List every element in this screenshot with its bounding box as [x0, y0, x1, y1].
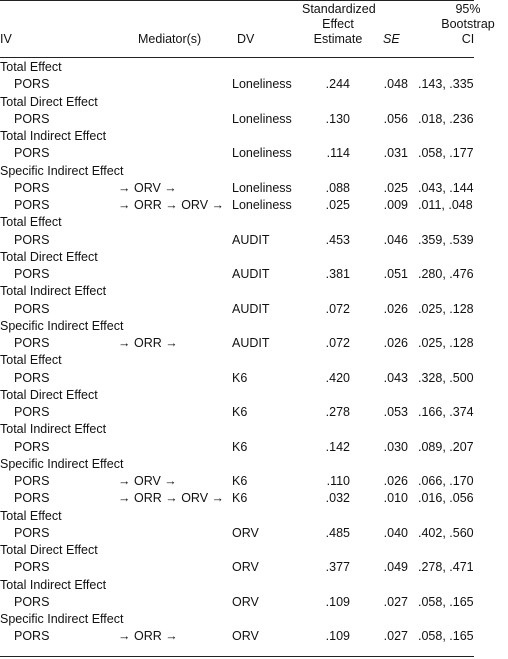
dv-cell: Loneliness — [232, 77, 292, 92]
iv-cell: PORS — [14, 232, 50, 247]
ci-cell: .402, .560 — [418, 525, 474, 540]
se-cell: .027 — [383, 594, 408, 609]
header-mediators: Mediator(s) — [138, 32, 202, 46]
ci-cell: .143, .335 — [418, 77, 474, 92]
table-top-rule — [0, 0, 474, 1]
estimate-cell: .110 — [326, 474, 350, 488]
table-row — [0, 76, 474, 93]
header-se: SE — [383, 32, 400, 46]
table-row — [0, 111, 474, 128]
se-cell: .026 — [383, 474, 408, 488]
effect-type-label: Total Direct Effect — [0, 249, 98, 264]
effect-section-label-row — [0, 456, 474, 473]
table-row — [0, 525, 474, 542]
effect-type-label: Total Effect — [0, 508, 62, 523]
dv-cell: Loneliness — [232, 180, 292, 195]
effect-type-label: Total Effect — [0, 215, 62, 230]
dv-cell: AUDIT — [232, 267, 270, 281]
iv-cell: PORS — [14, 77, 50, 92]
iv-cell: PORS — [14, 629, 50, 644]
effect-section-label-row — [0, 283, 474, 300]
se-cell: .031 — [383, 146, 408, 161]
table-row — [0, 197, 474, 214]
iv-cell: PORS — [14, 474, 50, 488]
table-row — [0, 473, 474, 490]
effect-type-label: Total Direct Effect — [0, 94, 98, 109]
effect-section-label-row — [0, 128, 474, 145]
estimate-cell: .032 — [325, 491, 350, 506]
effect-type-label: Total Effect — [0, 60, 62, 74]
dv-cell: Loneliness — [232, 198, 292, 212]
ci-cell: .011, .048 — [418, 198, 473, 212]
table-row — [0, 180, 474, 197]
dv-cell: AUDIT — [232, 301, 270, 316]
ci-cell: .025, .128 — [418, 301, 474, 316]
estimate-cell: .130 — [325, 111, 350, 126]
ci-cell: .066, .170 — [418, 474, 474, 488]
estimate-cell: .109 — [325, 629, 350, 644]
header-ci — [428, 2, 508, 47]
ci-cell: .089, .207 — [418, 439, 474, 454]
se-cell: .025 — [383, 180, 408, 195]
effect-type-label: Total Indirect Effect — [0, 129, 107, 143]
dv-cell: ORV — [232, 525, 259, 540]
table-row — [0, 335, 474, 352]
table-row — [0, 628, 474, 645]
se-cell: .046 — [383, 232, 408, 247]
ci-cell: .359, .539 — [418, 232, 474, 247]
effect-section-label-row — [0, 542, 474, 559]
effect-type-label: Total Effect — [0, 353, 62, 368]
dv-cell: K6 — [232, 370, 248, 385]
effect-section-label-row — [0, 318, 474, 335]
ci-cell: .058, .165 — [418, 594, 474, 609]
effect-type-label: Total Indirect Effect — [0, 422, 107, 437]
table-row — [0, 370, 474, 387]
ci-cell: .278, .471 — [418, 560, 474, 575]
dv-cell: AUDIT — [232, 232, 270, 247]
iv-cell: PORS — [14, 146, 50, 161]
effect-type-label: Specific Indirect Effect — [0, 163, 124, 178]
dv-cell: K6 — [232, 491, 248, 506]
se-cell: .027 — [383, 629, 408, 644]
estimate-cell: .072 — [325, 336, 350, 350]
estimate-cell: .244 — [325, 77, 350, 92]
iv-cell: PORS — [14, 439, 50, 454]
effect-section-label-row — [0, 508, 474, 525]
se-cell: .051 — [383, 267, 408, 281]
ci-cell: .280, .476 — [418, 267, 474, 281]
ci-cell: .328, .500 — [418, 370, 474, 385]
effect-section-label-row — [0, 611, 474, 628]
estimate-cell: .381 — [325, 267, 350, 281]
effect-section-label-row — [0, 421, 474, 438]
mediators-cell: → ORR → ORV → — [118, 491, 225, 506]
header-ci-line1: 95% — [455, 2, 481, 16]
ci-cell: .166, .374 — [418, 405, 474, 419]
dv-cell: K6 — [232, 439, 248, 454]
effect-section-label-row — [0, 577, 474, 594]
effect-type-label: Total Indirect Effect — [0, 284, 107, 299]
table-row — [0, 232, 474, 249]
dv-cell: Loneliness — [232, 111, 292, 126]
se-cell: .026 — [383, 336, 408, 350]
se-cell: .043 — [383, 370, 408, 385]
header-rule — [0, 57, 474, 58]
table-row — [0, 490, 474, 507]
header-ci-line3: CI — [461, 32, 475, 46]
iv-cell: PORS — [14, 405, 50, 419]
ci-cell: .025, .128 — [418, 336, 474, 350]
table-row — [0, 594, 474, 611]
se-cell: .026 — [383, 301, 408, 316]
estimate-cell: .453 — [325, 232, 350, 247]
effect-section-label-row — [0, 59, 474, 76]
effect-type-label: Specific Indirect Effect — [0, 612, 124, 626]
se-cell: .040 — [383, 525, 408, 540]
se-cell: .053 — [383, 405, 408, 419]
iv-cell: PORS — [14, 525, 50, 540]
se-cell: .030 — [383, 439, 408, 454]
effect-section-label-row — [0, 214, 474, 231]
mediators-cell: → ORR → — [118, 336, 178, 350]
header-estimate-line3: Estimate — [313, 32, 363, 46]
effect-section-label-row — [0, 249, 474, 266]
estimate-cell: .278 — [325, 405, 350, 419]
effect-type-label: Total Indirect Effect — [0, 577, 107, 592]
se-cell: .048 — [383, 77, 408, 92]
mediators-cell: → ORR → — [118, 629, 178, 644]
header-estimate — [302, 2, 374, 47]
estimate-cell: .072 — [325, 301, 350, 316]
effect-section-label-row — [0, 352, 474, 369]
mediators-cell: → ORR → ORV → — [118, 198, 225, 212]
table-row — [0, 266, 474, 283]
table-row — [0, 404, 474, 421]
estimate-cell: .420 — [325, 370, 350, 385]
dv-cell: ORV — [232, 560, 259, 575]
iv-cell: PORS — [14, 336, 50, 350]
ci-cell: .043, .144 — [418, 180, 474, 195]
effect-section-label-row — [0, 163, 474, 180]
table-body — [0, 59, 474, 646]
iv-cell: PORS — [14, 301, 50, 316]
se-cell: .049 — [383, 560, 408, 575]
table-bottom-rule — [0, 656, 474, 657]
effect-type-label: Total Direct Effect — [0, 543, 98, 557]
dv-cell: ORV — [232, 594, 259, 609]
ci-cell: .058, .165 — [418, 629, 474, 644]
dv-cell: K6 — [232, 405, 248, 419]
ci-cell: .018, .236 — [418, 111, 474, 126]
table-row — [0, 145, 474, 162]
estimate-cell: .377 — [325, 560, 350, 575]
header-estimate-line1: Standardized — [302, 2, 376, 16]
effect-type-label: Total Direct Effect — [0, 387, 98, 402]
effect-section-label-row — [0, 387, 474, 404]
ci-cell: .058, .177 — [418, 146, 474, 161]
header-dv: DV — [237, 32, 255, 46]
effect-type-label: Specific Indirect Effect — [0, 456, 124, 471]
table-row — [0, 301, 474, 318]
dv-cell: K6 — [232, 474, 248, 488]
iv-cell: PORS — [14, 267, 50, 281]
table-row — [0, 559, 474, 576]
estimate-cell: .109 — [325, 594, 350, 609]
estimate-cell: .114 — [326, 146, 350, 161]
se-cell: .010 — [383, 491, 408, 506]
ci-cell: .016, .056 — [418, 491, 474, 506]
dv-cell: ORV — [232, 629, 259, 644]
iv-cell: PORS — [14, 491, 50, 506]
dv-cell: Loneliness — [232, 146, 292, 161]
mediators-cell: → ORV → — [118, 180, 177, 195]
se-cell: .009 — [383, 198, 408, 212]
iv-cell: PORS — [14, 180, 50, 195]
se-cell: .056 — [383, 111, 408, 126]
estimate-cell: .088 — [325, 180, 350, 195]
effect-section-label-row — [0, 94, 474, 111]
estimate-cell: .142 — [325, 439, 350, 454]
estimate-cell: .485 — [325, 525, 350, 540]
iv-cell: PORS — [14, 560, 50, 575]
iv-cell: PORS — [14, 198, 50, 212]
iv-cell: PORS — [14, 594, 50, 609]
effect-type-label: Specific Indirect Effect — [0, 318, 124, 333]
table-row — [0, 439, 474, 456]
header-iv: IV — [0, 32, 12, 46]
header-estimate-line2: Effect — [322, 17, 354, 31]
mediators-cell: → ORV → — [118, 474, 177, 488]
iv-cell: PORS — [14, 370, 50, 385]
iv-cell: PORS — [14, 111, 50, 126]
dv-cell: AUDIT — [232, 336, 270, 350]
estimate-cell: .025 — [325, 198, 350, 212]
header-ci-line2: Bootstrap — [441, 17, 495, 31]
